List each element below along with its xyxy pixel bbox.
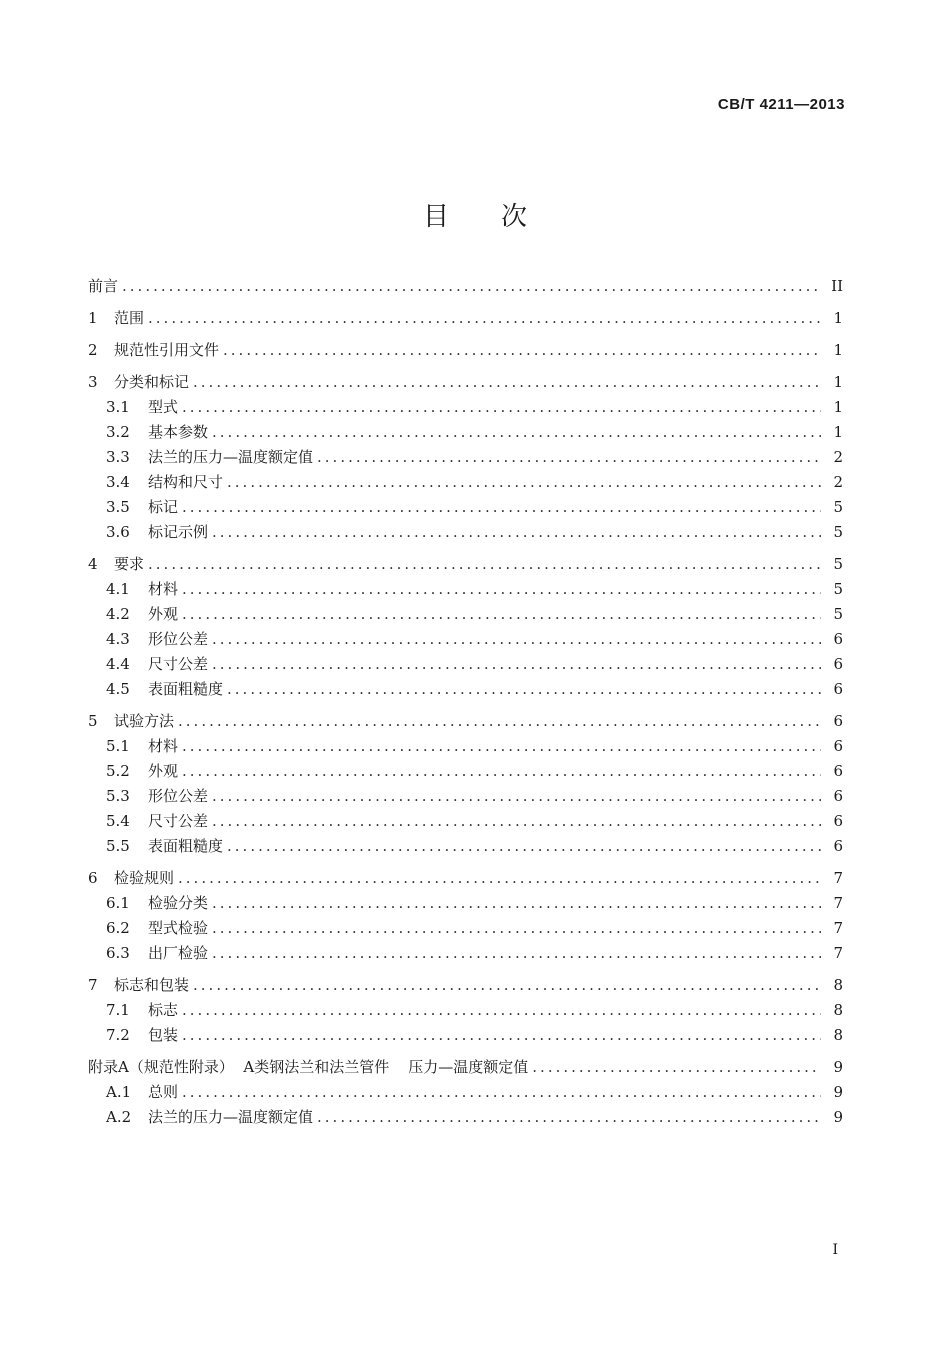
toc-entry-page: 8 bbox=[833, 1026, 843, 1044]
toc-entry-label: 结构和尺寸 bbox=[148, 473, 224, 491]
toc-entry-page: 2 bbox=[833, 448, 843, 466]
toc-entry-number: 7.2 bbox=[106, 1026, 130, 1044]
toc-leader-dots bbox=[182, 398, 821, 416]
toc-entry-label: 外观 bbox=[148, 605, 179, 623]
toc-leader-dots bbox=[317, 1108, 821, 1126]
toc-entry[interactable] bbox=[88, 553, 843, 578]
toc-entry-page: 2 bbox=[833, 473, 843, 491]
toc-entry[interactable] bbox=[88, 892, 843, 917]
toc-entry[interactable] bbox=[88, 917, 843, 942]
toc-entry-label: 外观 bbox=[148, 762, 179, 780]
toc-entry-page: 1 bbox=[833, 398, 843, 416]
toc-entry-number: 4.2 bbox=[106, 605, 130, 623]
toc-leader-dots bbox=[212, 812, 821, 830]
toc-entry-label: 形位公差 bbox=[148, 787, 209, 805]
toc-entry-number: 4.5 bbox=[106, 680, 130, 698]
toc-entry-page: 9 bbox=[833, 1083, 843, 1101]
toc-entry[interactable] bbox=[88, 471, 843, 496]
toc-entry-label: 型式检验 bbox=[148, 919, 209, 937]
toc-entry-page: 5 bbox=[833, 580, 843, 598]
toc-leader-dots bbox=[148, 555, 821, 573]
toc-entry-page: 6 bbox=[833, 837, 843, 855]
toc-entry[interactable] bbox=[88, 942, 843, 967]
toc-leader-dots bbox=[193, 976, 821, 994]
toc-entry[interactable] bbox=[88, 496, 843, 521]
toc-entry-page: 5 bbox=[833, 498, 843, 516]
toc-leader-dots bbox=[227, 680, 821, 698]
toc-leader-dots bbox=[212, 523, 821, 541]
toc-entry-number: 5.4 bbox=[106, 812, 130, 830]
toc-leader-dots bbox=[212, 423, 821, 441]
toc-entry-page: 1 bbox=[833, 373, 843, 391]
toc-entry-label: 标志和包装 bbox=[114, 976, 190, 994]
toc-entry-label: 附录A（规范性附录） A类钢法兰和法兰管件 压力—温度额定值 bbox=[88, 1058, 529, 1076]
toc-entry[interactable] bbox=[88, 1056, 843, 1081]
toc-entry-label: 前言 bbox=[88, 277, 119, 295]
toc-entry-page: 6 bbox=[833, 680, 843, 698]
toc-entry-label: 表面粗糙度 bbox=[148, 837, 224, 855]
toc-entry[interactable] bbox=[88, 835, 843, 860]
toc-entry-number: 3.4 bbox=[106, 473, 130, 491]
toc-leader-dots bbox=[212, 655, 821, 673]
toc-entry-number: 6.2 bbox=[106, 919, 130, 937]
toc-leader-dots bbox=[182, 1001, 821, 1019]
toc-leader-dots bbox=[212, 894, 821, 912]
table-of-contents bbox=[88, 275, 843, 1131]
toc-entry[interactable] bbox=[88, 867, 843, 892]
toc-leader-dots bbox=[212, 787, 821, 805]
toc-entry[interactable] bbox=[88, 603, 843, 628]
toc-leader-dots bbox=[317, 448, 821, 466]
toc-entry-label: 尺寸公差 bbox=[148, 655, 209, 673]
toc-leader-dots bbox=[178, 869, 821, 887]
toc-entry-page: 6 bbox=[833, 812, 843, 830]
toc-entry-page: 6 bbox=[833, 630, 843, 648]
toc-entry-number: 5.3 bbox=[106, 787, 130, 805]
toc-entry-page: 7 bbox=[833, 944, 843, 962]
toc-leader-dots bbox=[193, 373, 821, 391]
toc-entry-label: 尺寸公差 bbox=[148, 812, 209, 830]
toc-entry-page: 1 bbox=[833, 309, 843, 327]
page-title: 目次 bbox=[422, 202, 579, 232]
toc-entry-label: 包装 bbox=[148, 1026, 179, 1044]
toc-entry[interactable] bbox=[88, 678, 843, 703]
toc-entry-page: 7 bbox=[833, 919, 843, 937]
toc-entry-label: 材料 bbox=[148, 737, 179, 755]
toc-entry-label: 范围 bbox=[114, 309, 145, 327]
toc-entry-number: 3.6 bbox=[106, 523, 130, 541]
toc-entry-label: 总则 bbox=[148, 1083, 179, 1101]
toc-entry-label: 表面粗糙度 bbox=[148, 680, 224, 698]
toc-entry[interactable] bbox=[88, 446, 843, 471]
toc-entry-page: II bbox=[831, 277, 843, 295]
toc-entry-label: 标记 bbox=[148, 498, 179, 516]
toc-entry-label: 分类和标记 bbox=[114, 373, 190, 391]
toc-entry[interactable] bbox=[88, 275, 843, 300]
toc-entry[interactable] bbox=[88, 1081, 843, 1106]
toc-leader-dots bbox=[182, 605, 821, 623]
toc-entry-label: 试验方法 bbox=[114, 712, 175, 730]
toc-entry-number: 6.3 bbox=[106, 944, 130, 962]
toc-entry-number: 3.3 bbox=[106, 448, 130, 466]
toc-leader-dots bbox=[212, 630, 821, 648]
toc-entry-label: 检验规则 bbox=[114, 869, 175, 887]
toc-entry-label: 规范性引用文件 bbox=[114, 341, 220, 359]
toc-leader-dots bbox=[182, 1026, 821, 1044]
toc-entry-label: 法兰的压力—温度额定值 bbox=[148, 1108, 314, 1126]
toc-entry[interactable] bbox=[88, 653, 843, 678]
toc-entry-number: 3 bbox=[88, 373, 98, 391]
toc-leader-dots bbox=[212, 944, 821, 962]
toc-entry-number: 4.4 bbox=[106, 655, 130, 673]
toc-leader-dots bbox=[178, 712, 821, 730]
toc-entry-number: 2 bbox=[88, 341, 98, 359]
toc-entry-number: 4 bbox=[88, 555, 98, 573]
toc-entry[interactable] bbox=[88, 421, 843, 446]
toc-entry-number: 3.1 bbox=[106, 398, 130, 416]
toc-leader-dots bbox=[182, 1083, 821, 1101]
toc-entry-page: 8 bbox=[833, 976, 843, 994]
toc-entry[interactable] bbox=[88, 785, 843, 810]
toc-entry-label: 出厂检验 bbox=[148, 944, 209, 962]
toc-entry-page: 8 bbox=[833, 1001, 843, 1019]
toc-entry-number: 4.1 bbox=[106, 580, 130, 598]
toc-entry[interactable] bbox=[88, 521, 843, 546]
toc-entry-number: 5.5 bbox=[106, 837, 130, 855]
toc-entry-page: 9 bbox=[833, 1108, 843, 1126]
toc-entry-page: 6 bbox=[833, 737, 843, 755]
toc-leader-dots bbox=[148, 309, 821, 327]
toc-leader-dots bbox=[182, 762, 821, 780]
toc-entry[interactable] bbox=[88, 974, 843, 999]
toc-leader-dots bbox=[212, 919, 821, 937]
toc-entry[interactable] bbox=[88, 396, 843, 421]
toc-entry[interactable] bbox=[88, 1024, 843, 1049]
toc-entry-number: 5.2 bbox=[106, 762, 130, 780]
toc-leader-dots bbox=[223, 341, 821, 359]
toc-leader-dots bbox=[227, 473, 821, 491]
toc-leader-dots bbox=[182, 737, 821, 755]
toc-leader-dots bbox=[227, 837, 821, 855]
toc-entry-label: 要求 bbox=[114, 555, 145, 573]
toc-entry-page: 6 bbox=[833, 712, 843, 730]
toc-entry[interactable] bbox=[88, 339, 843, 364]
toc-entry-page: 6 bbox=[833, 787, 843, 805]
toc-entry-number: 5 bbox=[88, 712, 98, 730]
toc-entry-number: 6 bbox=[88, 869, 98, 887]
toc-entry-label: 标志 bbox=[148, 1001, 179, 1019]
toc-entry-page: 1 bbox=[833, 341, 843, 359]
toc-entry-number: A.1 bbox=[106, 1083, 132, 1101]
toc-entry-number: 3.2 bbox=[106, 423, 130, 441]
toc-entry[interactable] bbox=[88, 628, 843, 653]
toc-entry[interactable] bbox=[88, 578, 843, 603]
toc-entry-page: 1 bbox=[833, 423, 843, 441]
toc-entry-label: 型式 bbox=[148, 398, 179, 416]
toc-leader-dots bbox=[532, 1058, 821, 1076]
standard-number: CB/T 4211—2013 bbox=[717, 96, 845, 113]
toc-entry-page: 5 bbox=[833, 523, 843, 541]
toc-entry[interactable] bbox=[88, 371, 843, 396]
toc-entry[interactable] bbox=[88, 1106, 843, 1131]
toc-entry-number: 1 bbox=[88, 309, 98, 327]
toc-entry-page: 6 bbox=[833, 655, 843, 673]
toc-entry[interactable] bbox=[88, 810, 843, 835]
toc-leader-dots bbox=[182, 498, 821, 516]
toc-entry-label: 检验分类 bbox=[148, 894, 209, 912]
toc-entry-number: 4.3 bbox=[106, 630, 130, 648]
toc-leader-dots bbox=[122, 277, 821, 295]
toc-entry-page: 6 bbox=[833, 762, 843, 780]
toc-entry-label: 法兰的压力—温度额定值 bbox=[148, 448, 314, 466]
page-number: I bbox=[832, 1242, 838, 1258]
toc-entry-page: 5 bbox=[833, 605, 843, 623]
toc-entry[interactable] bbox=[88, 760, 843, 785]
toc-entry[interactable] bbox=[88, 710, 843, 735]
toc-entry-number: 5.1 bbox=[106, 737, 130, 755]
toc-entry-number: 6.1 bbox=[106, 894, 130, 912]
toc-entry[interactable] bbox=[88, 307, 843, 332]
toc-entry-number: 7 bbox=[88, 976, 98, 994]
toc-entry-page: 7 bbox=[833, 869, 843, 887]
toc-entry[interactable] bbox=[88, 735, 843, 760]
toc-entry-page: 7 bbox=[833, 894, 843, 912]
toc-entry-page: 5 bbox=[833, 555, 843, 573]
toc-entry-label: 材料 bbox=[148, 580, 179, 598]
toc-entry[interactable] bbox=[88, 999, 843, 1024]
toc-entry-number: 7.1 bbox=[106, 1001, 130, 1019]
toc-entry-label: 形位公差 bbox=[148, 630, 209, 648]
toc-leader-dots bbox=[182, 580, 821, 598]
toc-entry-number: 3.5 bbox=[106, 498, 130, 516]
toc-entry-number: A.2 bbox=[106, 1108, 132, 1126]
toc-entry-label: 标记示例 bbox=[148, 523, 209, 541]
toc-entry-label: 基本参数 bbox=[148, 423, 209, 441]
toc-entry-page: 9 bbox=[833, 1058, 843, 1076]
